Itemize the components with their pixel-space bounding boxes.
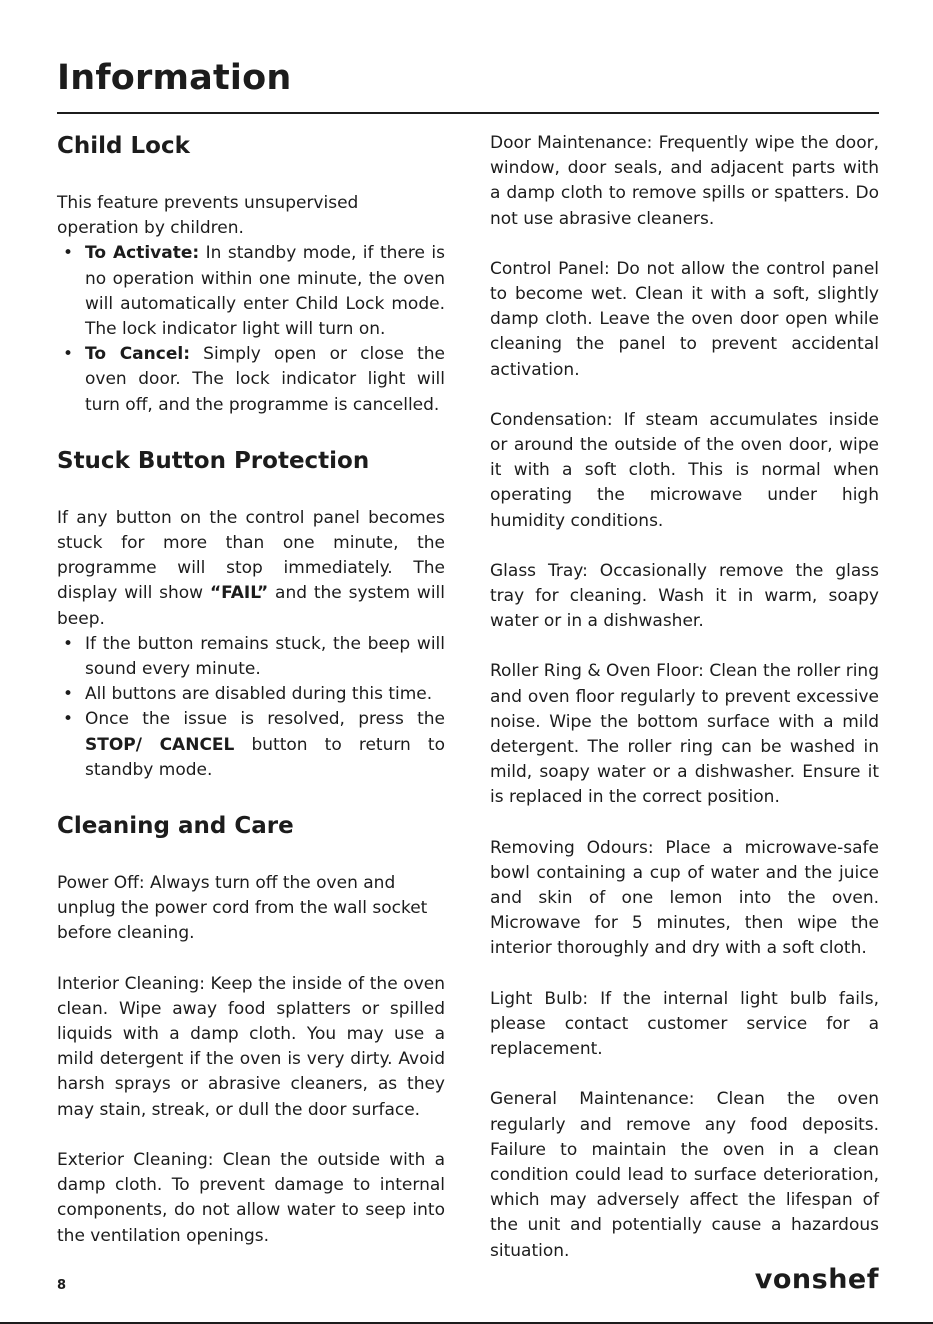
cleaning-paragraph: Light Bulb: If the internal light bulb fails, please contact customer service for a replacement. (490, 988, 879, 1060)
list-item: • If the button remains stuck, the beep will sound every minute. (57, 632, 445, 682)
stuck-intro-end: and the system will beep. (57, 583, 446, 629)
stuck-button-list (57, 632, 445, 783)
cleaning-heading: Cleaning and Care (57, 813, 294, 840)
list-item: • All buttons are disabled during this time. (57, 682, 445, 707)
activate-label: To Activate: (85, 243, 200, 264)
fail-code: “FAIL” (209, 583, 269, 604)
cancel-text: Simply open or close the oven door. The lock indicator light will turn off, and the programme is cancelled. (85, 344, 446, 415)
cleaning-paragraph: Power Off: Always turn off the oven and unplug the power cord from the wall socket before cleaning. (57, 873, 428, 944)
stuck-intro-text: If any button on the control panel becomes stuck for more than one minute, the programme will stop immediately. The display will show (57, 507, 445, 604)
child-lock-intro: This feature prevents unsupervised operation by children. (57, 193, 359, 239)
cleaning-paragraph: Interior Cleaning: Keep the inside of the oven clean. Wipe away food splatters or spilled liquids with a damp cloth. You may use a mild detergent if the oven is very dirty. Avoid harsh sprays or abrasive cleaners, as they may stain, streak, or dull the door surface. (57, 973, 445, 1120)
brand-logo: vonshef (754, 1264, 879, 1295)
title-divider (57, 112, 879, 114)
page-number: 8 (57, 1278, 67, 1293)
list-item (57, 241, 445, 342)
list-item (57, 342, 445, 418)
cancel-label: To Cancel: (85, 344, 190, 365)
stuck-button-intro (57, 506, 445, 632)
cleaning-paragraph: Exterior Cleaning: Clean the outside with a damp cloth. To prevent damage to internal components, do not allow water to seep into the ventilation openings. (57, 1149, 445, 1246)
resolved-text: Once the issue is resolved, press the (85, 709, 445, 730)
child-lock-heading: Child Lock (57, 133, 190, 159)
left-column (57, 128, 445, 1249)
cleaning-paragraph: Door Maintenance: Frequently wipe the door, window, door seals, and adjacent parts with a damp cloth to remove spills or spatters. Do not use abrasive cleaners. (490, 133, 879, 229)
cleaning-paragraph: General Maintenance: Clean the oven regularly and remove any food deposits. Failure to maintain the oven in a clean condition could lead to surface deterioration, which may adversely affect the lifespan of the unit and potentially cause a hazardous situation. (490, 1089, 879, 1261)
list-item (57, 707, 445, 783)
cleaning-paragraph: Roller Ring & Oven Floor: Clean the roller ring and oven floor regularly to prevent excessive noise. Wipe the bottom surface with a mild detergent. The roller ring can be washed in mild, soapy water or a dishwasher. Ensure it is replaced in the correct position. (490, 661, 879, 808)
activate-text: In standby mode, if there is no operation within one minute, the oven will automatically enter Child Lock mode. The lock indicator light will turn on. (85, 243, 445, 340)
page-title: Information (57, 58, 292, 98)
cleaning-paragraph: Removing Odours: Place a microwave-safe bowl containing a cup of water and the juice and skin of one lemon into the oven. Microwave for 5 minutes, then wipe the interior thoroughly and dry with a soft cloth. (490, 837, 879, 959)
cleaning-paragraph: Glass Tray: Occasionally remove the glass tray for cleaning. Wash it in warm, soapy water or in a dishwasher. (490, 560, 879, 632)
stuck-button-heading: Stuck Button Protection (57, 447, 370, 474)
resolved-text-end: button to return to standby mode. (85, 734, 445, 780)
cleaning-paragraph: Condensation: If steam accumulates inside or around the outside of the oven door, wipe it with a soft cloth. This is normal when operating the microwave under high humidity conditions. (490, 409, 879, 531)
right-column (490, 131, 879, 1264)
child-lock-list (57, 241, 445, 417)
cleaning-paragraph: Control Panel: Do not allow the control panel to become wet. Clean it with a soft, slightly damp cloth. Leave the oven door open while cleaning the panel to prevent accidental activation. (490, 258, 879, 380)
stop-cancel-label: STOP/ CANCEL (85, 734, 235, 755)
